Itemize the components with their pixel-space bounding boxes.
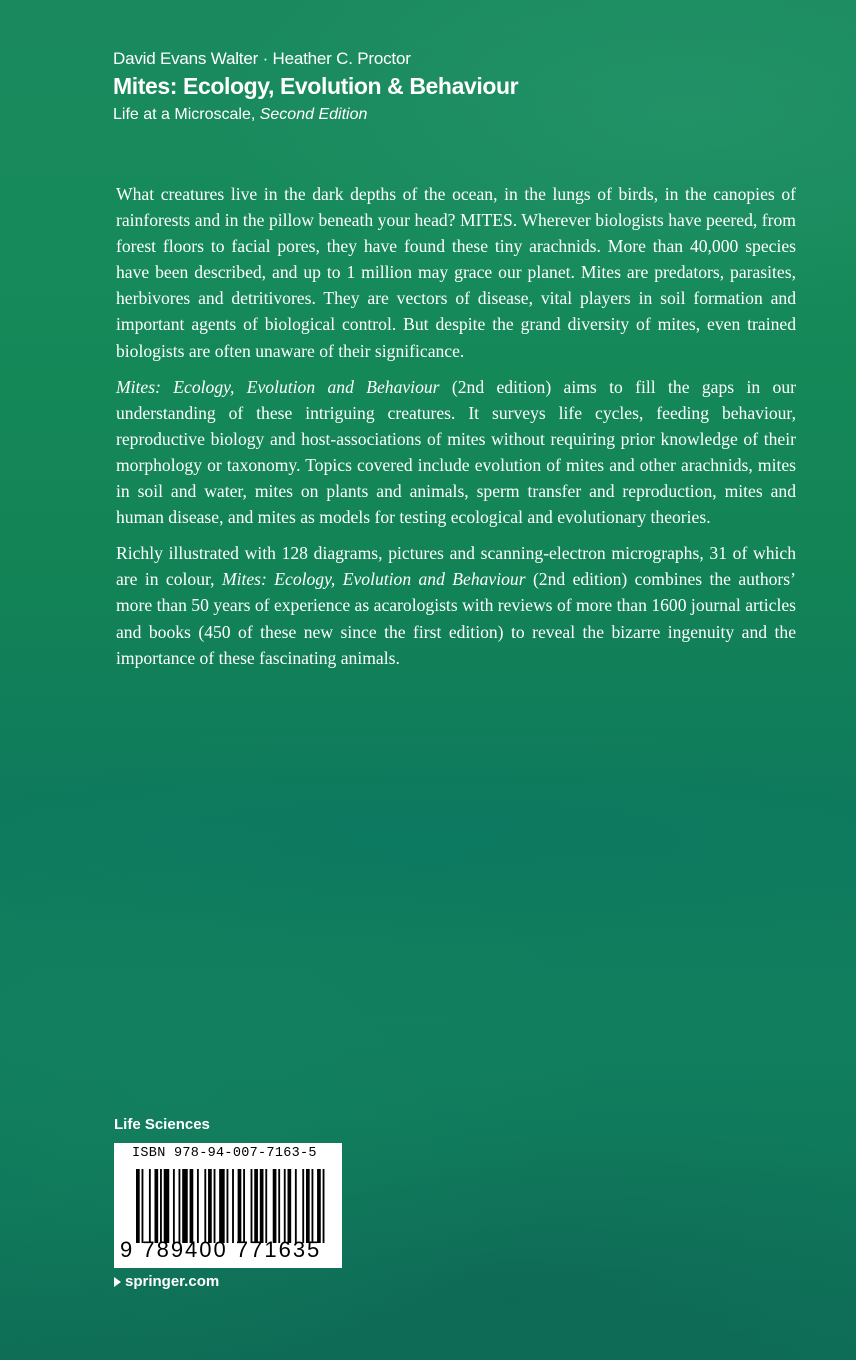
ean-digits: 9 789400 771635 [120, 1237, 322, 1262]
blurb-paragraph-2 [116, 374, 796, 531]
book-title-italic: Mites: Ecology, Evolution and Behaviour [221, 569, 526, 590]
blurb [116, 181, 796, 681]
barcode-bar [197, 1169, 199, 1243]
barcode-bar [204, 1169, 206, 1243]
publisher-website[interactable] [114, 1272, 219, 1292]
barcode-bar [136, 1169, 140, 1243]
blurb-paragraph-1: What creatures live in the dark depths of the ocean, in the lungs of birds, in the canopies of rainforests and in the pillow beneath your head? MITES. Wherever biologists have peered, from forest floors to facial pores, they have found these tiny arachnids. More than 40,000 species have been described, and up to 1 million may grace our planet. Mites are predators, parasites, herbivores and detritivores. They are vectors of disease, vital players in soil formation and important agents of biological control. But despite the grand diversity of mites, even trained biologists are often unaware of their significance. [116, 184, 796, 361]
barcode-bar [190, 1169, 194, 1243]
barcode-bar [302, 1169, 304, 1243]
barcode-bar [243, 1169, 245, 1243]
barcode-bar [227, 1169, 229, 1243]
barcode-bar [164, 1169, 170, 1243]
barcode-bar [208, 1169, 212, 1243]
paragraph-3-text: (2nd edition) combines the authors’ more than 50 years of experience as acarologists with reviews of more than 1600 journal articles and books (450 of these new since the first edition) to reveal the bizarre ingenuity and the importance of these fascinating animals. [116, 569, 796, 668]
author-title-block [113, 48, 813, 127]
barcode-bar [312, 1169, 314, 1243]
subtitle-text: Life at a Microscale, [113, 106, 260, 123]
barcode-bar [278, 1169, 280, 1243]
arrow-right-icon [114, 1277, 121, 1287]
barcode-bars [136, 1169, 330, 1243]
barcode-bar [323, 1169, 325, 1243]
paragraph-3-start: Richly illustrated with 128 diagrams, pictures and scanning-electron micrographs, 31 of which are in colour, [116, 543, 796, 590]
barcode-bar [232, 1169, 234, 1243]
barcode-bar [142, 1169, 144, 1243]
book-subtitle [113, 103, 813, 127]
barcode-bar [182, 1169, 188, 1243]
subject-category: Life Sciences [114, 1116, 210, 1133]
barcode-bar [284, 1169, 286, 1243]
barcode-bar [273, 1169, 277, 1243]
barcode-bar [254, 1169, 258, 1243]
barcode-bar [179, 1169, 181, 1243]
barcode-bar [154, 1169, 158, 1243]
barcode-bar [306, 1169, 310, 1243]
authors: David Evans Walter · Heather C. Proctor [113, 49, 411, 68]
barcode-bar [265, 1169, 267, 1243]
barcode-bar [317, 1169, 321, 1243]
barcode-bar [260, 1169, 264, 1243]
barcode-bar [251, 1169, 253, 1243]
website-link[interactable]: springer.com [125, 1273, 220, 1290]
blurb-paragraph-3 [116, 540, 796, 670]
edition-text: Second Edition [259, 106, 368, 123]
barcode-bar [288, 1169, 292, 1243]
barcode-bar [173, 1169, 175, 1243]
barcode-bar [160, 1169, 162, 1243]
barcode-bar [238, 1169, 242, 1243]
barcode-bar [219, 1169, 225, 1243]
book-title: Mites: Ecology, Evolution & Behaviour [113, 73, 519, 99]
barcode-bar [295, 1169, 297, 1243]
book-title-italic: Mites: Ecology, Evolution and Behaviour [116, 376, 440, 397]
isbn-label: ISBN 978-94-007-7163-5 [132, 1146, 317, 1161]
barcode-bar [149, 1169, 151, 1243]
paragraph-2-text: (2nd edition) aims to fill the gaps in our understanding of these intriguing creatures. It surveys life cycles, feeding behaviour, reproductive biology and host-associations of mites without requiring prior knowledge of their morphology or taxonomy. Topics covered include evolution of mites and other arachnids, mites in soil and water, mites on plants and animals, sperm transfer and reproduction, mites and human disease, and mites as models for testing ecological and evolutionary theories. [116, 376, 796, 528]
isbn-barcode [114, 1143, 342, 1268]
barcode-bar [214, 1169, 216, 1243]
